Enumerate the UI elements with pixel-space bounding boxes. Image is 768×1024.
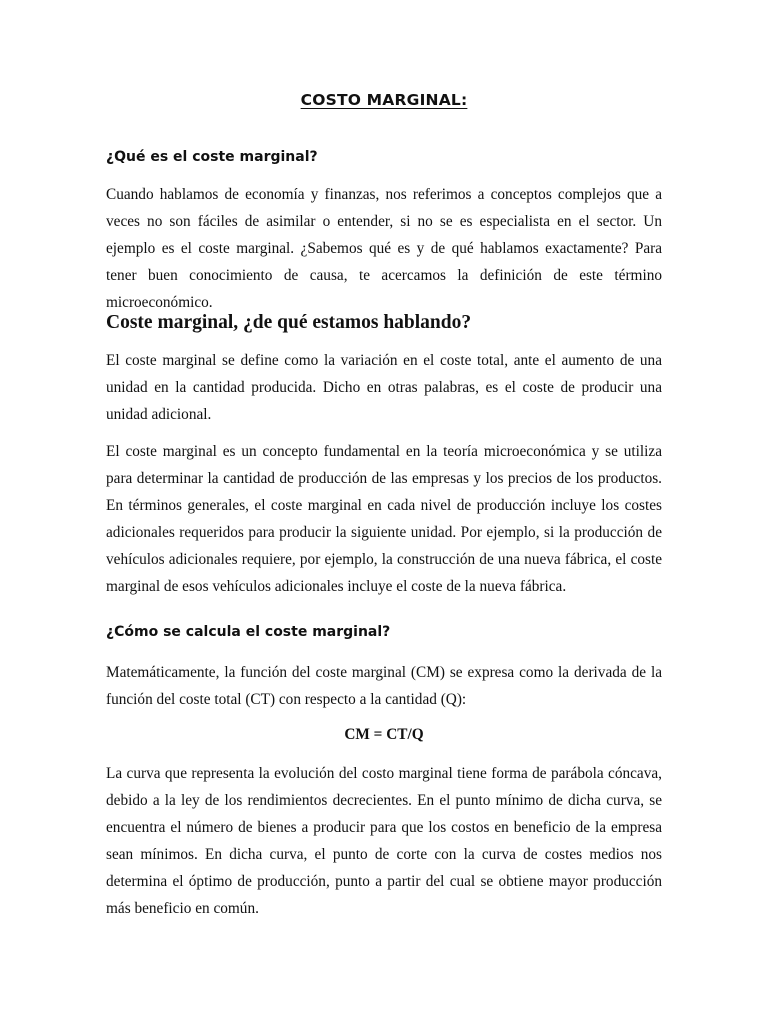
paragraph-introduccion: Cuando hablamos de economía y finanzas, nos referimos a conceptos complejos que a veces no son fáciles de asimilar o entender, si no se es especialista en el sector. Un ejemplo es el coste marginal. ¿Sabemos qué es y de qué hablamos exactamente? Para tener buen conocimiento de causa, te acercamos la definición de este término microeconómico. (106, 186, 662, 311)
paragraph-curva: La curva que representa la evolución del costo marginal tiene forma de parábola cóncava, debido a la ley de los rendimientos decrecientes. En el punto mínimo de dicha curva, se encuentra el número de bienes a producir para que los costos en beneficio de la empresa sean mínimos. En dicha curva, el punto de corte con la curva de costes medios nos determina el óptimo de producción, punto a partir del cual se obtiene mayor producción más beneficio en común. (106, 765, 662, 917)
document-title-text: COSTO MARGINAL: (300, 91, 468, 109)
paragraph-concepto-fundamental: El coste marginal es un concepto fundamental en la teoría microeconómica y se utiliza para determinar la cantidad de producción de las empresas y los precios de los productos. En términos generales, el coste marginal en cada nivel de producción incluye los costes adicionales requeridos para producir la siguiente unidad. Por ejemplo, si la producción de vehículos adicionales requiere, por ejemplo, la construcción de una nueva fábrica, el coste marginal de esos vehículos adicionales incluye el coste de la nueva fábrica. (106, 443, 662, 595)
paragraph-funcion-coste: Matemáticamente, la función del coste marginal (CM) se expresa como la derivada de la función del coste total (CT) con respecto a la cantidad (Q): (106, 664, 662, 708)
paragraph-definicion: El coste marginal se define como la variación en el coste total, ante el aumento de una unidad en la cantidad producida. Dicho en otras palabras, es el coste de producir una unidad adicional. (106, 352, 662, 423)
section-heading-que-es: ¿Qué es el coste marginal? (106, 149, 318, 165)
document-title (0, 91, 768, 109)
section-heading-de-que-hablamos: Coste marginal, ¿de qué estamos hablando? (106, 312, 472, 333)
formula-coste-marginal: CM = CT/Q (344, 726, 424, 743)
section-heading-como-se-calcula: ¿Cómo se calcula el coste marginal? (106, 624, 391, 640)
